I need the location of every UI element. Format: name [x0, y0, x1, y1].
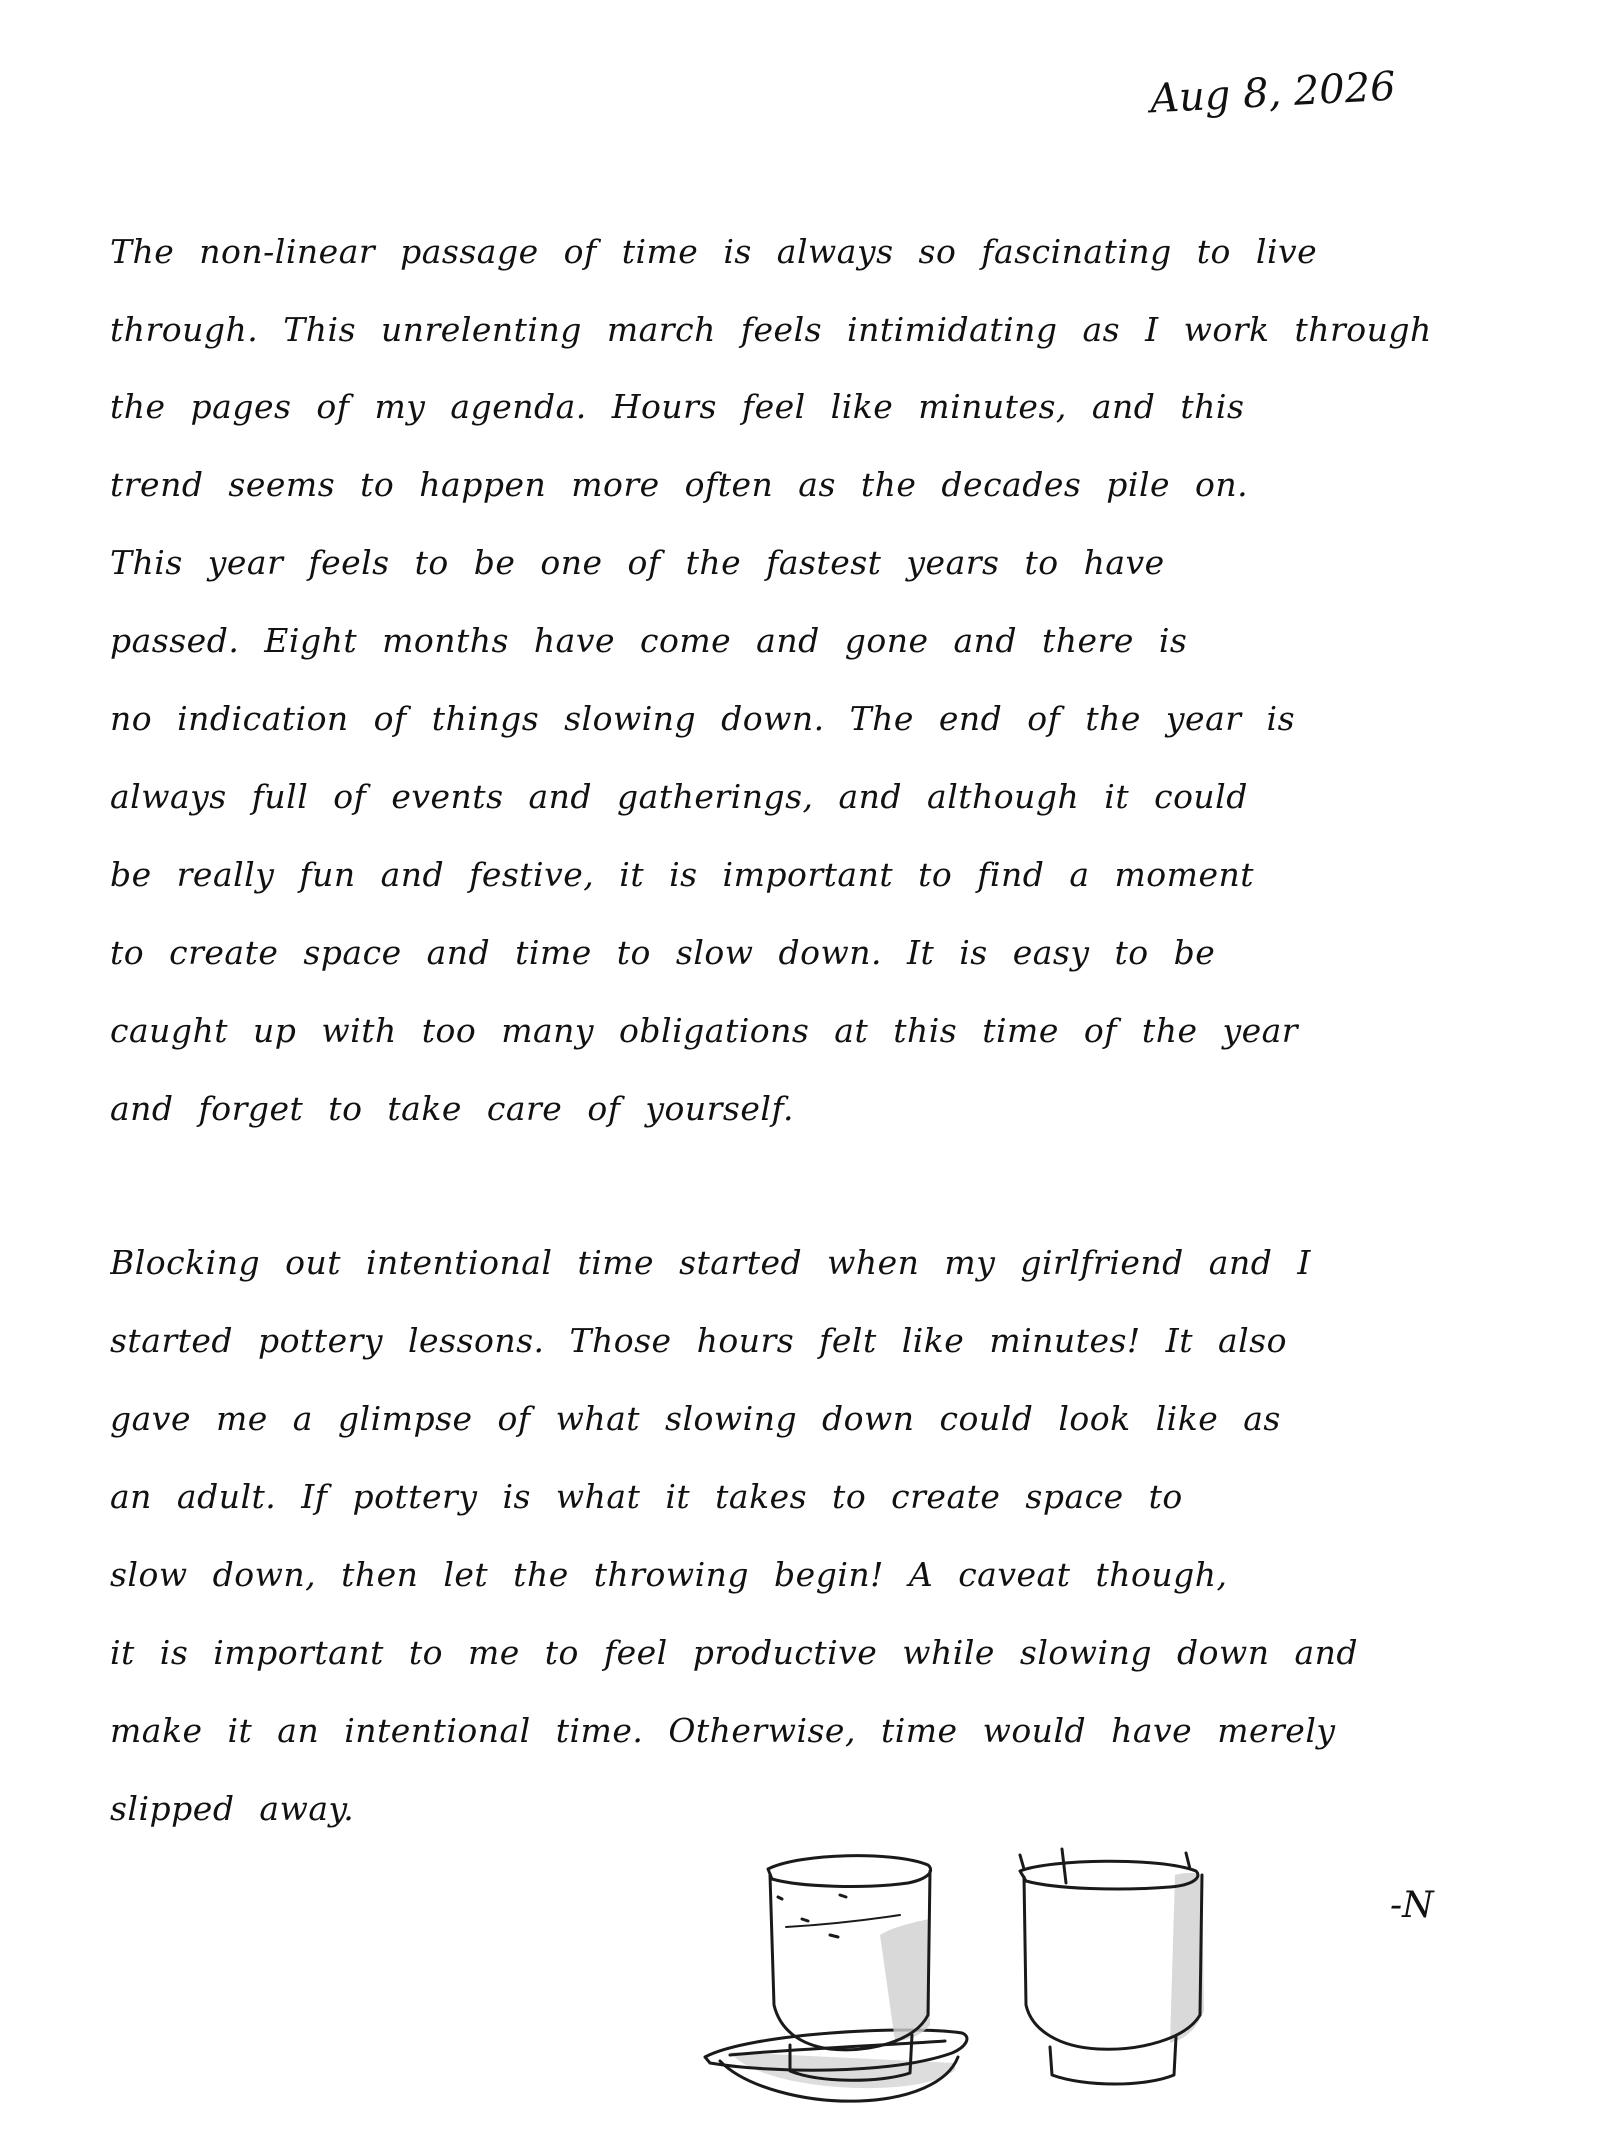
text-line: always full of events and gatherings, and although it could [110, 777, 1248, 816]
text-line: trend seems to happen more often as the decades pile on. [110, 465, 1249, 504]
text-line: caught up with too many obligations at this time of the year [110, 1011, 1299, 1050]
signature: -N [1390, 1885, 1434, 1926]
text-line: be really fun and festive, it is important to find a moment [110, 855, 1255, 894]
cup-drawing-right [1020, 1849, 1204, 2084]
text-line: to create space and time to slow down. It is easy to be [110, 933, 1216, 972]
text-line: it is important to me to feel productive while slowing down and [110, 1633, 1358, 1672]
bowl-drawing [705, 2030, 967, 2101]
text-line: This year feels to be one of the fastest years to have [110, 543, 1165, 582]
pottery-sketch [690, 1835, 1490, 2105]
text-line: make it an intentional time. Otherwise, time would have merely [110, 1711, 1336, 1750]
text-line: slipped away. [110, 1789, 355, 1828]
text-line: no indication of things slowing down. The end of the year is [110, 699, 1296, 738]
text-line: the pages of my agenda. Hours feel like minutes, and this [110, 387, 1245, 426]
text-line: Blocking out intentional time started when my girlfriend and I [110, 1243, 1311, 1282]
entry-date: Aug 8, 2026 [1148, 63, 1397, 123]
text-line: an adult. If pottery is what it takes to create space to [110, 1477, 1183, 1516]
text-line: The non-linear passage of time is always so fascinating to live [110, 232, 1318, 271]
text-line: and forget to take care of yourself. [110, 1089, 794, 1128]
text-line: passed. Eight months have come and gone and there is [110, 621, 1188, 660]
text-line: through. This unrelenting march feels intimidating as I work through [110, 310, 1432, 349]
text-line: slow down, then let the throwing begin! A caveat though, [110, 1555, 1228, 1594]
text-line: gave me a glimpse of what slowing down could look like as [110, 1399, 1281, 1438]
text-line: started pottery lessons. Those hours felt like minutes! It also [110, 1321, 1287, 1360]
